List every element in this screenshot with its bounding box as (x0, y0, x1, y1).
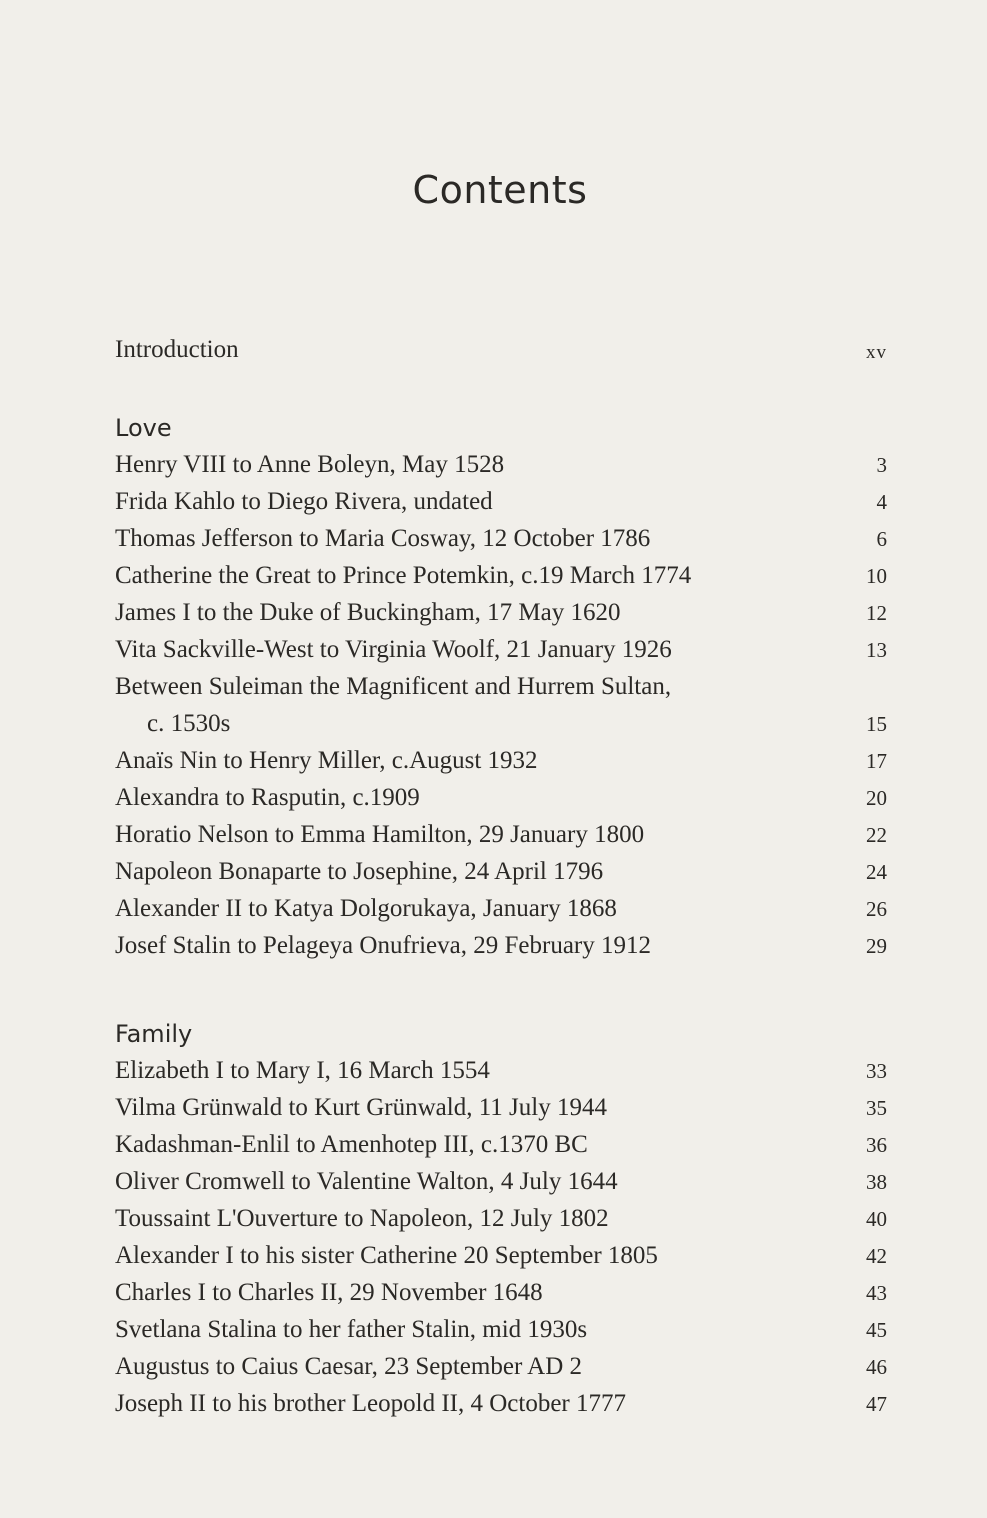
toc-entry-text: Frida Kahlo to Diego Rivera, undated (115, 488, 493, 515)
toc-entry-page: 46 (866, 1355, 887, 1379)
toc-entry-page: 42 (866, 1244, 887, 1268)
toc-entry (115, 1052, 887, 1089)
toc-entry-page: 4 (876, 490, 887, 514)
toc-entry-page: 15 (866, 712, 887, 736)
toc-entry-text: Joseph II to his brother Leopold II, 4 October 1777 (115, 1390, 626, 1417)
toc-entry (115, 1274, 887, 1311)
section-heading: Love (115, 414, 172, 442)
toc-entry (115, 705, 887, 742)
toc-entry-text: Alexandra to Rasputin, c.1909 (115, 784, 420, 811)
toc-entry (115, 1348, 887, 1385)
toc-entry-text: Napoleon Bonaparte to Josephine, 24 April 1796 (115, 858, 604, 885)
toc-entry-page: 35 (866, 1096, 887, 1120)
toc-entry-text: Elizabeth I to Mary I, 16 March 1554 (115, 1057, 490, 1084)
toc-entry-page: 47 (866, 1392, 887, 1416)
toc-entry-page: 17 (866, 749, 887, 773)
toc-entry-introduction (115, 336, 887, 364)
toc-entry (115, 1089, 887, 1126)
toc-entry (115, 1385, 887, 1422)
toc-entry (115, 1200, 887, 1237)
toc-entry-text: Toussaint L'Ouverture to Napoleon, 12 July 1802 (115, 1205, 609, 1232)
toc-entry-page: 12 (866, 601, 887, 625)
toc-entry-page: 38 (866, 1170, 887, 1194)
toc-entry (115, 668, 887, 705)
toc-entry-page: xv (866, 342, 887, 363)
section-family (115, 1016, 887, 1422)
toc-entry-text: Catherine the Great to Prince Potemkin, c.19 March 1774 (115, 562, 692, 589)
toc-entry-page: 43 (866, 1281, 887, 1305)
toc-entry-text: Between Suleiman the Magnificent and Hurrem Sultan, (115, 673, 672, 700)
toc-entry (115, 890, 887, 927)
toc-entry (115, 927, 887, 964)
toc-entry-text: Augustus to Caius Caesar, 23 September AD 2 (115, 1353, 583, 1380)
toc-entry (115, 557, 887, 594)
toc-entry-text: Svetlana Stalina to her father Stalin, mid 1930s (115, 1316, 588, 1343)
toc-entry-page: 45 (866, 1318, 887, 1342)
toc-entry-text: Horatio Nelson to Emma Hamilton, 29 January 1800 (115, 821, 645, 848)
toc-entry-text: Oliver Cromwell to Valentine Walton, 4 July 1644 (115, 1168, 618, 1195)
toc-entry (115, 446, 887, 483)
toc-entry-text: Henry VIII to Anne Boleyn, May 1528 (115, 451, 505, 478)
toc-entry (115, 1237, 887, 1274)
toc-entry-page: 20 (866, 786, 887, 810)
toc-entry-text: Anaïs Nin to Henry Miller, c.August 1932 (115, 747, 538, 774)
toc-entry-text: James I to the Duke of Buckingham, 17 May 1620 (115, 599, 621, 626)
toc-entry-text: c. 1530s (147, 710, 231, 737)
toc-entry-page: 10 (866, 564, 887, 588)
toc-entry-text: Josef Stalin to Pelageya Onufrieva, 29 February 1912 (115, 932, 651, 959)
toc-entry-page: 26 (866, 897, 887, 921)
toc-entry-page: 6 (876, 527, 887, 551)
toc-entry (115, 1126, 887, 1163)
section-heading: Family (115, 1020, 193, 1048)
toc-entry-text: Alexander II to Katya Dolgorukaya, January 1868 (115, 895, 617, 922)
toc-entry (115, 779, 887, 816)
toc-entry-page: 36 (866, 1133, 887, 1157)
section-entries (115, 1052, 887, 1422)
toc-entry (115, 594, 887, 631)
toc-entry-text: Vilma Grünwald to Kurt Grünwald, 11 July 1944 (115, 1094, 607, 1121)
toc-entry-text: Vita Sackville-West to Virginia Woolf, 21 January 1926 (115, 636, 672, 663)
toc-entry-page: 24 (866, 860, 887, 884)
toc-entry-text: Charles I to Charles II, 29 November 1648 (115, 1279, 543, 1306)
toc-entry (115, 631, 887, 668)
toc-entry (115, 816, 887, 853)
toc-entry (115, 1163, 887, 1200)
toc-entry (115, 483, 887, 520)
toc-entry-page: 13 (866, 638, 887, 662)
toc-entry-page: 33 (866, 1059, 887, 1083)
section-love (115, 410, 887, 964)
toc-entry (115, 1311, 887, 1348)
toc-entry-text: Introduction (115, 336, 239, 363)
toc-entry-page: 3 (876, 453, 887, 477)
section-entries (115, 446, 887, 964)
toc-entry-page: 22 (866, 823, 887, 847)
page-title: Contents (412, 168, 588, 212)
toc-entry-text: Kadashman-Enlil to Amenhotep III, c.1370 BC (115, 1131, 588, 1158)
toc-entry (115, 853, 887, 890)
toc-entry-page: 40 (866, 1207, 887, 1231)
toc-entry (115, 520, 887, 557)
toc-entry-text: Alexander I to his sister Catherine 20 September 1805 (115, 1242, 658, 1269)
toc-entry (115, 742, 887, 779)
toc-entry-page: 29 (866, 934, 887, 958)
toc-entry-text: Thomas Jefferson to Maria Cosway, 12 October 1786 (115, 525, 651, 552)
